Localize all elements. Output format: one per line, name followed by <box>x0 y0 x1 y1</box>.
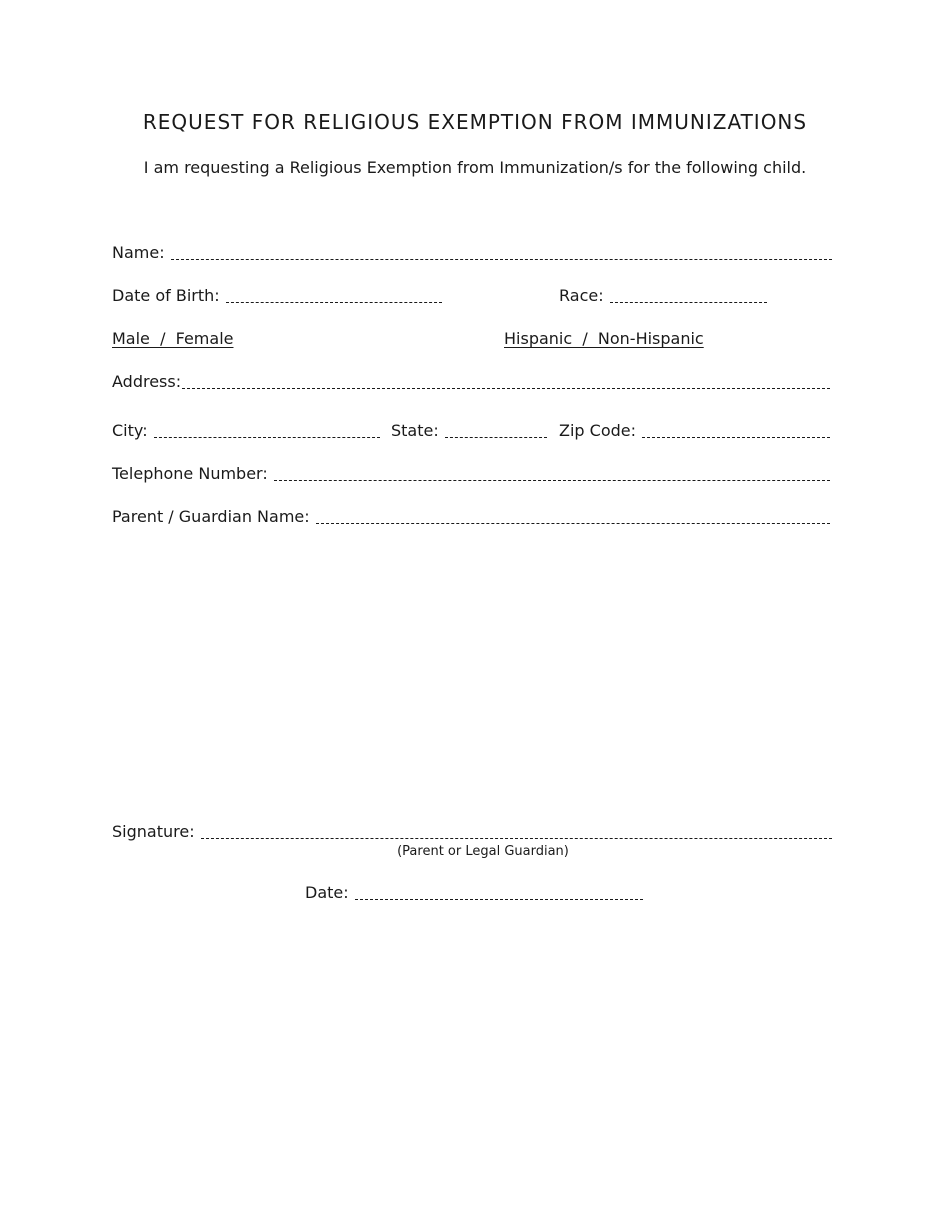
guardian-name-label: Parent / Guardian Name: <box>112 507 310 526</box>
name-row <box>112 243 832 262</box>
date-label: Date: <box>305 883 349 902</box>
ethnicity-row <box>504 329 704 348</box>
city-field[interactable] <box>154 425 380 438</box>
signature-label: Signature: <box>112 822 195 841</box>
address-row <box>112 372 830 391</box>
address-label: Address: <box>112 372 182 391</box>
telephone-label: Telephone Number: <box>112 464 268 483</box>
signature-caption: (Parent or Legal Guardian) <box>397 844 569 859</box>
race-row <box>559 286 767 305</box>
date-row <box>305 883 643 902</box>
zip-field[interactable] <box>642 425 830 438</box>
zip-label: Zip Code: <box>559 421 636 440</box>
form-subtitle: I am requesting a Religious Exemption from Immunization/s for the following child. <box>143 158 807 177</box>
dob-row <box>112 286 442 305</box>
date-field[interactable] <box>355 887 643 900</box>
city-label: City: <box>112 421 148 440</box>
state-field[interactable] <box>445 425 547 438</box>
form-title: REQUEST FOR RELIGIOUS EXEMPTION FROM IMMUNIZATIONS <box>142 110 808 134</box>
dob-field[interactable] <box>226 290 442 303</box>
signature-field[interactable] <box>201 826 832 839</box>
zip-row <box>559 421 830 440</box>
state-label: State: <box>391 421 439 440</box>
dob-label: Date of Birth: <box>112 286 220 305</box>
city-row <box>112 421 380 440</box>
signature-row <box>112 822 832 841</box>
telephone-row <box>112 464 830 483</box>
state-row <box>391 421 547 440</box>
name-label: Name: <box>112 243 165 262</box>
sex-row <box>112 329 233 348</box>
guardian-name-field[interactable] <box>316 511 830 524</box>
sex-options[interactable]: Male / Female <box>112 329 234 348</box>
telephone-field[interactable] <box>274 468 830 481</box>
ethnicity-options[interactable]: Hispanic / Non-Hispanic <box>504 329 704 348</box>
race-field[interactable] <box>610 290 767 303</box>
address-field[interactable] <box>182 376 830 389</box>
name-field[interactable] <box>171 247 832 260</box>
guardian-name-row <box>112 507 830 526</box>
race-label: Race: <box>559 286 604 305</box>
